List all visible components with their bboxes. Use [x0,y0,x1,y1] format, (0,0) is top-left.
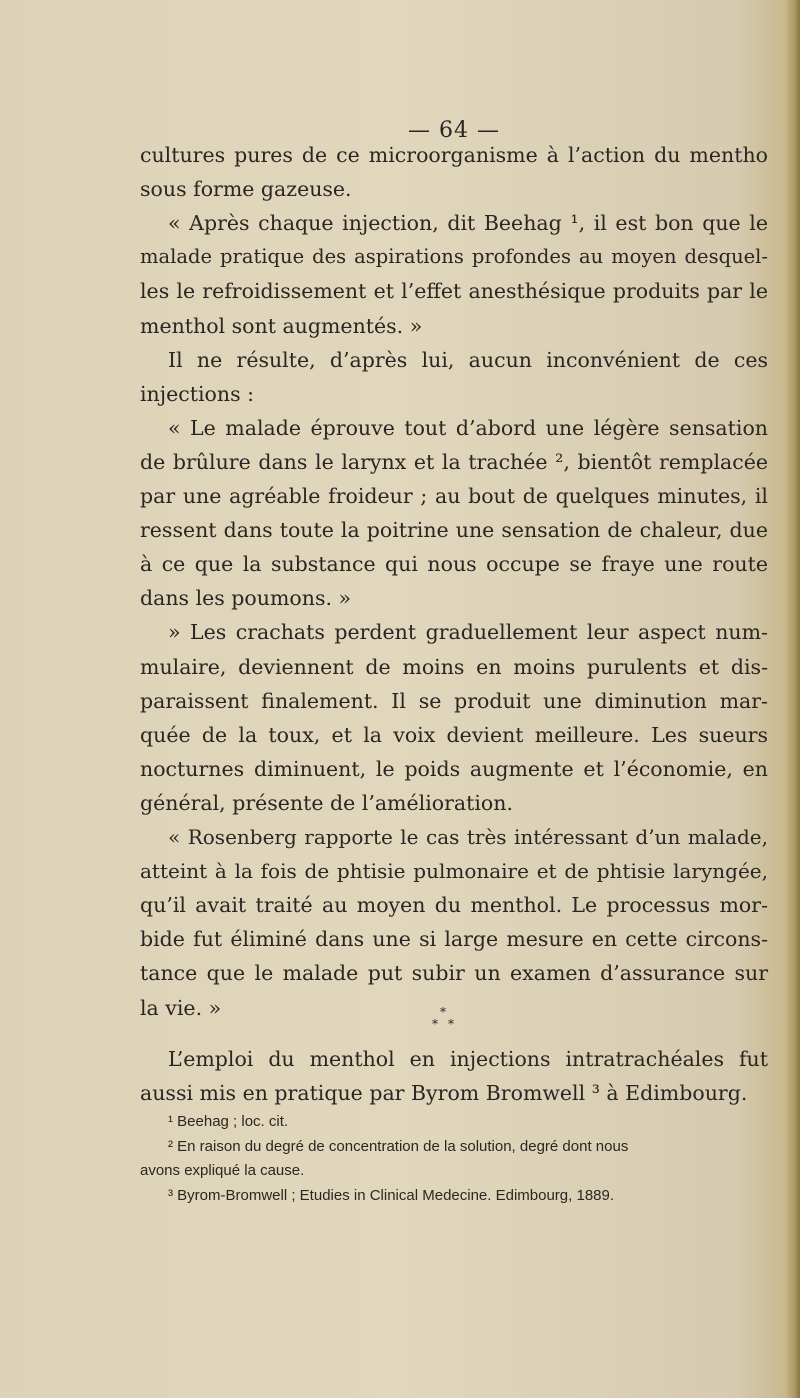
text-line: menthol sont augmentés. » [140,313,423,338]
divider-star-top: * [440,1005,446,1019]
footnote-line: ¹ Beehag ; loc. cit. [168,1113,289,1130]
text-line: quée de la toux, et la voix devient meilleure. Les sueurs [140,722,768,747]
text-line: nocturnes diminuent, le poids augmente et l’économie, en [140,756,768,781]
text-line: la vie. » [140,995,222,1020]
text-line: qu’il avait traité au moyen du menthol. Le processus mor- [140,893,768,918]
text-line: ressent dans toute la poitrine une sensation de chaleur, due [140,518,768,543]
text-line: général, présente de l’amélioration. [140,790,513,815]
text-line: » Les crachats perdent graduellement leur aspect num- [168,620,768,645]
text-line: dans les poumons. » [140,586,352,611]
text-line: « Le malade éprouve tout d’abord une légère sensation [168,415,768,440]
text-line: de brûlure dans le larynx et la trachée ², bientôt remplacée [140,449,768,474]
text-line: atteint à la fois de phtisie pulmonaire et de phtisie laryngée, [140,859,768,884]
text-line: mulaire, deviennent de moins en moins purulents et dis- [140,654,768,679]
text-line: malade pratique des aspirations profondes au moyen desquel- [140,245,768,269]
footnote-line: avons expliqué la cause. [140,1162,305,1179]
text-line: injections : [140,381,255,406]
text-line: « Après chaque injection, dit Beehag ¹, il est bon que le [168,211,768,236]
text-line: tance que le malade put subir un examen d’assurance sur [140,961,768,986]
text-line: les le refroidissement et l’effet anesthésique produits par le [140,279,768,304]
divider-star-left: * [432,1017,438,1031]
text-line: Il ne résulte, d’après lui, aucun inconvénient de ces [168,347,768,372]
text-line: aussi mis en pratique par Byrom Bromwell ³ à Edimbourg. [140,1081,748,1105]
section-divider [426,1005,466,1035]
text-line: « Rosenberg rapporte le cas très intéressant d’un malade, [168,825,768,849]
divider-star-right: * [448,1017,454,1031]
page-edge-shadow [786,0,800,1398]
text-line: paraissent finalement. Il se produit une diminution mar- [140,688,768,713]
text-line: par une agréable froideur ; au bout de quelques minutes, il [140,484,768,508]
page-number: — 64 — [408,118,500,143]
footnote-line: ² En raison du degré de concentration de la solution, degré dont nous [168,1137,629,1155]
text-line: bide fut éliminé dans une si large mesure en cette circons- [140,927,768,952]
text-line: cultures pures de ce microorganisme à l’action du mentho [140,143,768,167]
text-line: sous forme gazeuse. [140,177,352,202]
text-line: L’emploi du menthol en injections intratrachéales fut [168,1047,768,1071]
text-line: à ce que la substance qui nous occupe se fraye une route [140,552,768,577]
footnote-line: ³ Byrom-Bromwell ; Etudies in Clinical Medecine. Edimbourg, 1889. [168,1186,615,1204]
